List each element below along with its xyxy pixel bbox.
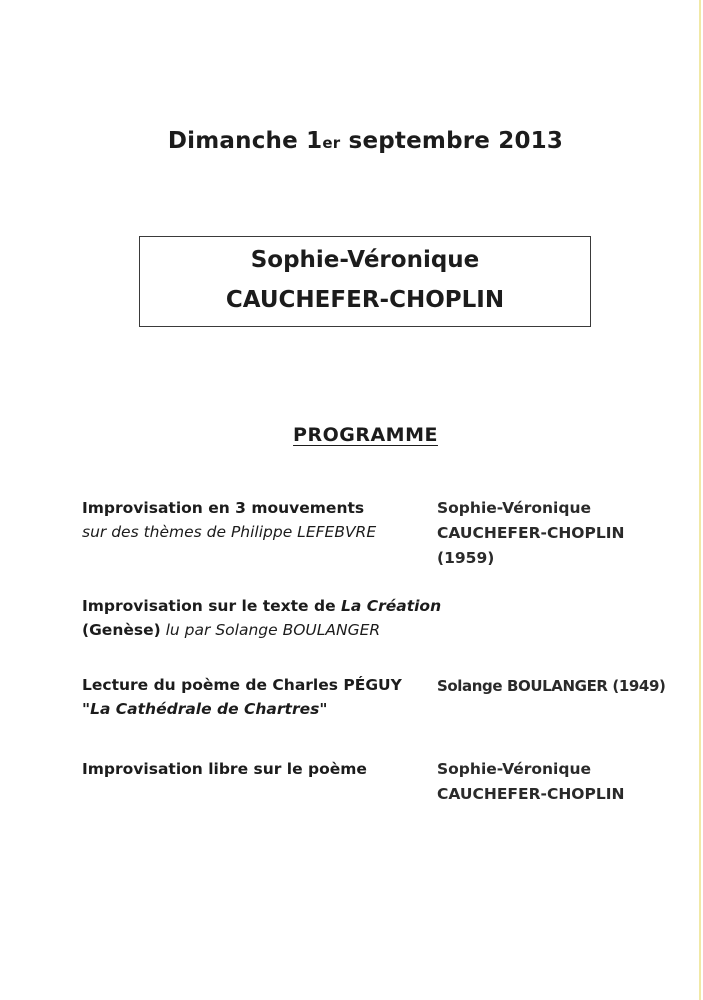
performer-first-name: Sophie-Véronique	[250, 247, 480, 273]
programme-item-2	[82, 594, 482, 642]
item-2-title-text: Improvisation sur le texte de	[82, 597, 341, 615]
item-1-subtitle: sur des thèmes de Philippe LEFEBVRE	[82, 523, 377, 541]
programme-item-3	[82, 673, 432, 721]
item-4-performer	[437, 757, 667, 807]
item-2-subtitle	[82, 618, 482, 642]
item-1-performer-line-2: CAUCHEFER-CHOPLIN	[437, 524, 625, 542]
date-prefix: Dimanche 1	[167, 128, 323, 154]
item-4-performer-line-1: Sophie-Véronique	[437, 760, 592, 778]
programme-item-1	[82, 496, 432, 544]
item-1-performer	[437, 496, 667, 571]
item-2-title-work: La Création	[340, 597, 442, 615]
item-3-performer	[437, 674, 667, 699]
item-2-subtitle-reader: lu par Solange BOULANGER	[160, 621, 381, 639]
item-3-subtitle: "La Cathédrale de Chartres"	[82, 700, 328, 718]
item-2-subtitle-source: (Genèse)	[82, 621, 161, 639]
concert-date	[0, 128, 703, 154]
item-3-performer-line-1: Solange BOULANGER (1949)	[437, 677, 666, 695]
programme-heading: PROGRAMME	[293, 424, 438, 446]
item-4-title: Improvisation libre sur le poème	[82, 760, 367, 778]
performer-box	[139, 236, 591, 327]
item-1-performer-line-3: (1959)	[437, 549, 495, 567]
date-suffix: septembre 2013	[340, 128, 564, 154]
item-2-title	[82, 594, 482, 618]
item-3-title: Lecture du poème de Charles PÉGUY	[82, 676, 402, 694]
item-1-performer-line-1: Sophie-Véronique	[437, 499, 592, 517]
date-superscript: er	[322, 134, 341, 152]
item-1-title: Improvisation en 3 mouvements	[82, 499, 365, 517]
item-4-performer-line-2: CAUCHEFER-CHOPLIN	[437, 785, 625, 803]
performer-last-name: CAUCHEFER-CHOPLIN	[225, 287, 505, 313]
programme-item-4	[82, 757, 432, 781]
